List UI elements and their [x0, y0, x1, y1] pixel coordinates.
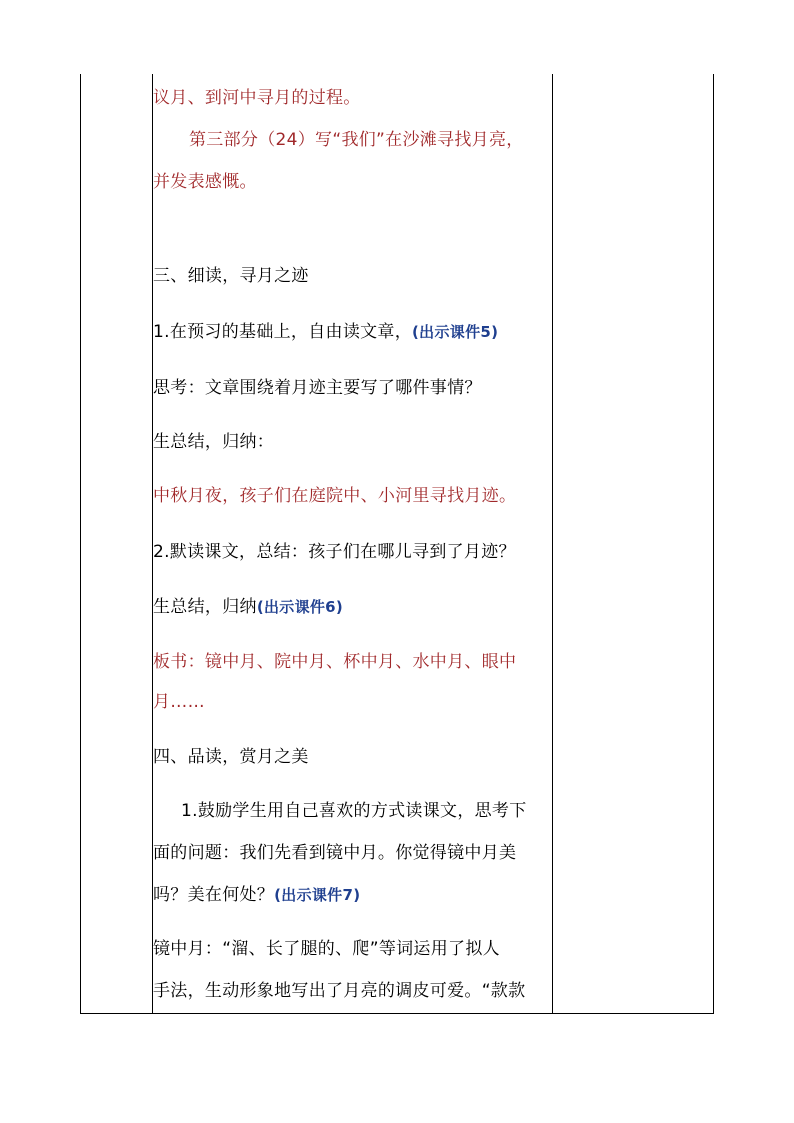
- table-border-left: [80, 74, 81, 1014]
- text-span: 1.在预习的基础上，自由读文章，: [153, 322, 413, 342]
- courseware-hint: (出示课件6): [256, 598, 344, 616]
- text-line: 议月、到河中寻月的过程。: [153, 88, 361, 108]
- section-heading: 三、细读，寻月之迹: [153, 266, 309, 286]
- text-line: 镜中月：“溜、长了腿的、爬”等词运用了拟人: [153, 939, 500, 959]
- text-line: 手法，生动形象地写出了月亮的调皮可爱。“款款: [153, 981, 526, 1001]
- table-column-divider-2: [552, 74, 553, 1014]
- text-line: 并发表感慨。: [153, 172, 257, 192]
- text-line: [153, 320, 498, 344]
- text-line: 思考：文章围绕着月迹主要写了哪件事情？: [153, 378, 482, 398]
- text-line: [153, 595, 343, 619]
- text-line: 1.鼓励学生用自己喜欢的方式读课文，思考下: [181, 801, 527, 821]
- text-line: 第三部分（24）写“我们”在沙滩寻找月亮，: [189, 130, 524, 150]
- text-line: 月……: [153, 692, 205, 712]
- text-line: 2.默读课文，总结：孩子们在哪儿寻到了月迹？: [153, 542, 516, 562]
- lesson-content-cell: [153, 74, 552, 1014]
- text-span: 吗？美在何处？: [153, 885, 275, 905]
- courseware-hint: (出示课件5): [412, 323, 499, 341]
- table-border-right: [713, 74, 714, 1014]
- section-heading: 四、品读，赏月之美: [153, 747, 309, 767]
- text-line: 板书：镜中月、院中月、杯中月、水中月、眼中: [153, 652, 517, 672]
- text-line: 面的问题：我们先看到镜中月。你觉得镜中月美: [153, 843, 517, 863]
- text-line: 中秋月夜，孩子们在庭院中、小河里寻找月迹。: [153, 486, 517, 506]
- text-line: [153, 883, 360, 907]
- courseware-hint: (出示课件7): [274, 886, 361, 904]
- text-span: 生总结，归纳: [153, 597, 257, 617]
- text-line: 生总结，归纳：: [153, 432, 275, 452]
- lesson-table: [80, 74, 714, 1014]
